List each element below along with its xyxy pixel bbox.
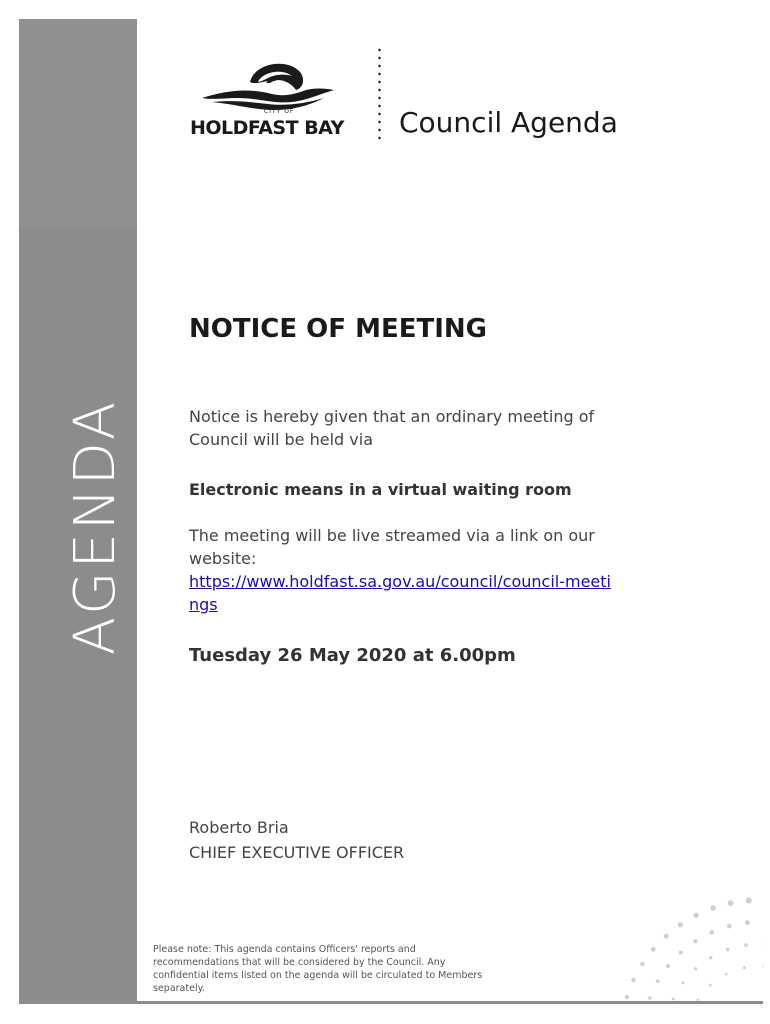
bottom-rule <box>19 1001 763 1004</box>
stream-text: The meeting will be live streamed via a link on our website: <box>189 526 595 568</box>
decorative-dot <box>746 898 752 904</box>
decorative-dot <box>710 905 716 911</box>
decorative-dots-icon <box>505 890 763 1002</box>
decorative-dot <box>640 962 645 967</box>
decorative-dot <box>693 913 698 918</box>
decorative-dot <box>709 956 712 959</box>
decorative-dot <box>726 948 730 952</box>
decorative-dot <box>727 924 732 929</box>
decorative-dot <box>694 967 697 970</box>
page-title: Council Agenda <box>399 106 618 139</box>
decorative-dot <box>762 965 763 968</box>
council-meetings-link[interactable]: https://www.holdfast.sa.gov.au/council/council-meetings <box>189 572 611 614</box>
decorative-dot <box>744 943 748 947</box>
notice-intro: Notice is hereby given that an ordinary meeting of Council will be held via <box>189 407 595 449</box>
meeting-date: Tuesday 26 May 2020 at 6.00pm <box>189 645 516 666</box>
decorative-dot <box>651 947 656 952</box>
decorative-dot <box>656 979 660 983</box>
decorative-dot <box>725 973 728 976</box>
notice-heading: NOTICE OF MEETING <box>189 314 487 344</box>
decorative-dot <box>745 920 750 925</box>
decorative-dot <box>678 922 683 927</box>
decorative-dot <box>709 984 712 987</box>
signatory-name: Roberto Bria <box>189 818 289 837</box>
logo-name: HOLDFAST BAY <box>190 117 344 139</box>
sidebar <box>19 19 137 1001</box>
sidebar-agenda-label: AGENDA <box>63 398 128 656</box>
logo-small-text: CITY OF <box>264 108 295 115</box>
decorative-dot <box>743 966 746 969</box>
decorative-dot <box>693 939 697 943</box>
decorative-dot <box>728 900 734 906</box>
decorative-dot <box>679 950 683 954</box>
signatory-title: CHIEF EXECUTIVE OFFICER <box>189 843 405 862</box>
decorative-dot <box>672 997 675 1000</box>
decorative-dot <box>710 930 714 934</box>
decorative-dot <box>648 996 652 1000</box>
stream-info <box>189 524 629 616</box>
meeting-means: Electronic means in a virtual waiting room <box>189 480 572 499</box>
footer-note: Please note: This agenda contains Officers' reports and recommendations that will be considered by the Council. Any confidential items listed on the agenda will be circulated to Members separately. <box>153 944 483 994</box>
decorative-dot <box>666 964 670 968</box>
decorative-dot <box>664 934 669 939</box>
decorative-dot <box>631 978 635 982</box>
decorative-dot <box>625 995 629 999</box>
decorative-dot <box>681 981 684 984</box>
signature-block <box>189 815 404 865</box>
dotted-divider <box>378 46 381 142</box>
sidebar-top-panel <box>19 19 137 229</box>
